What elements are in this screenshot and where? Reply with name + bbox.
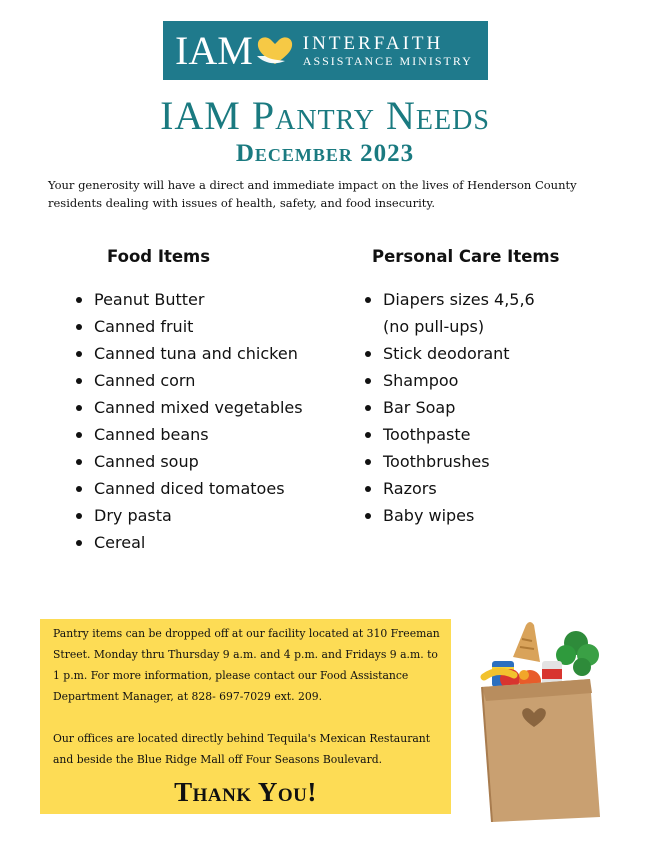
list-item xyxy=(74,367,303,394)
list-item-text: Cereal xyxy=(94,533,146,552)
list-item xyxy=(74,421,303,448)
logo-wordmark xyxy=(303,34,473,68)
list-item-text: Peanut Butter xyxy=(94,290,205,309)
list-item xyxy=(74,475,303,502)
list-item-text: Toothbrushes xyxy=(383,452,490,471)
list-item xyxy=(363,448,535,475)
bullet-icon xyxy=(76,405,82,411)
list-item xyxy=(363,475,535,502)
list-item-text: Razors xyxy=(383,479,437,498)
list-item xyxy=(74,502,303,529)
bullet-icon xyxy=(76,378,82,384)
list-item-text: Stick deodorant xyxy=(383,344,510,363)
list-item xyxy=(363,421,535,448)
list-item-text: Baby wipes xyxy=(383,506,475,525)
list-item xyxy=(363,286,535,313)
bullet-icon xyxy=(76,486,82,492)
logo-iam-text: IAM xyxy=(175,27,253,73)
food-items-heading: Food Items xyxy=(107,247,211,266)
list-item xyxy=(363,502,535,529)
list-item xyxy=(74,286,303,313)
list-item-text: Canned mixed vegetables xyxy=(94,398,303,417)
list-item-text: Canned corn xyxy=(94,371,196,390)
bullet-icon xyxy=(76,513,82,519)
dropoff-info-box xyxy=(40,619,451,814)
bullet-icon xyxy=(76,432,82,438)
food-items-list xyxy=(74,286,303,556)
list-item-text: Canned tuna and chicken xyxy=(94,344,298,363)
dropoff-paragraph: Pantry items can be dropped off at our facility located at 310 Freeman Street. Monday thru Thursday 9 a.m. and 4 p.m. and Fridays 9 a.m. to 1 p.m. For more information, please contact our Food Assistance Department Manager, at 828- 697-7029 ext. 209. xyxy=(53,627,440,703)
bullet-icon xyxy=(365,432,371,438)
intro-paragraph: Your generosity will have a direct and immediate impact on the lives of Henderson County residents dealing with issues of health, safety, and food insecurity. xyxy=(48,178,577,210)
list-item xyxy=(74,313,303,340)
list-item xyxy=(363,340,535,367)
bullet-icon xyxy=(76,540,82,546)
list-item-text: (no pull-ups) xyxy=(383,317,485,336)
logo-line-interfaith: INTERFAITH xyxy=(302,32,444,54)
list-item xyxy=(74,394,303,421)
list-item-text: Diapers sizes 4,5,6 xyxy=(383,290,535,309)
bullet-icon xyxy=(365,486,371,492)
bullet-icon xyxy=(365,459,371,465)
heart-hand-icon xyxy=(255,34,295,68)
list-item-text: Canned soup xyxy=(94,452,199,471)
page-title: IAM Pantry Needs xyxy=(160,93,490,138)
personal-care-heading: Personal Care Items xyxy=(372,247,560,266)
list-item-text: Dry pasta xyxy=(94,506,172,525)
list-item-text: Canned beans xyxy=(94,425,209,444)
list-item-text: Bar Soap xyxy=(383,398,456,417)
bullet-icon xyxy=(76,297,82,303)
list-item xyxy=(74,448,303,475)
list-item-continuation xyxy=(363,313,535,340)
list-item xyxy=(363,367,535,394)
bullet-icon xyxy=(365,378,371,384)
bullet-icon xyxy=(76,324,82,330)
list-item xyxy=(74,529,303,556)
bullet-icon xyxy=(365,297,371,303)
grocery-bag-icon xyxy=(478,617,608,822)
bullet-icon xyxy=(76,351,82,357)
bullet-icon xyxy=(365,405,371,411)
personal-care-list xyxy=(363,286,535,529)
list-item xyxy=(74,340,303,367)
organization-logo xyxy=(163,21,488,80)
thank-you-text: Thank You! xyxy=(174,777,317,807)
page-subtitle: December 2023 xyxy=(235,140,415,167)
list-item xyxy=(363,394,535,421)
logo-line-ministry: ASSISTANCE MINISTRY xyxy=(302,53,473,68)
list-item-text: Canned diced tomatoes xyxy=(94,479,285,498)
list-item-text: Canned fruit xyxy=(94,317,194,336)
list-item-text: Shampoo xyxy=(383,371,459,390)
bullet-icon xyxy=(365,351,371,357)
bullet-icon xyxy=(76,459,82,465)
location-paragraph: Our offices are located directly behind Tequila's Mexican Restaurant and beside the Blue Ridge Mall off Four Seasons Boulevard. xyxy=(53,732,431,766)
bullet-icon xyxy=(365,513,371,519)
list-item-text: Toothpaste xyxy=(383,425,471,444)
